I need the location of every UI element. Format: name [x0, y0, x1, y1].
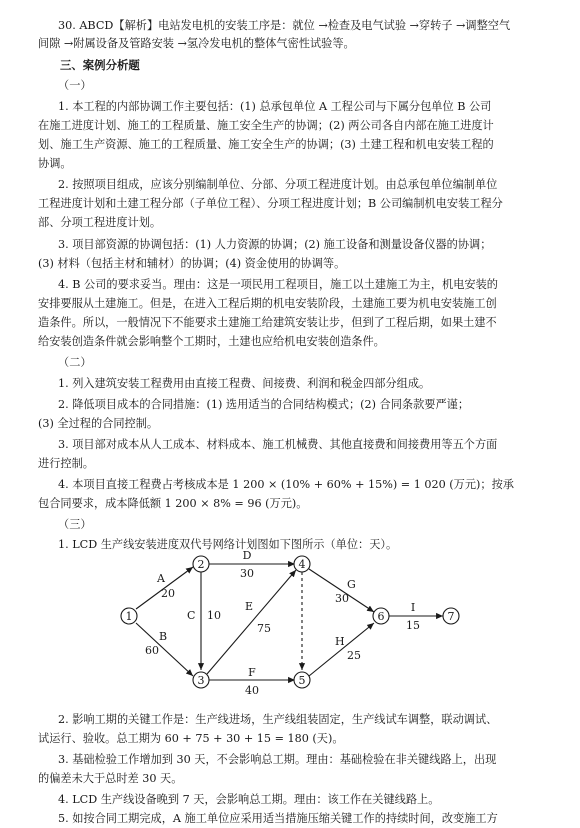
text-line: 2. 按照项目组成，应该分别编制单位、分部、分项工程进度计划。由总承包单位编制单位 — [58, 178, 498, 191]
text-line: 的偏差未大于总时差 30 天。 — [38, 772, 183, 785]
text-line: 3. 项目部资源的协调包括：(1) 人力资源的协调；(2) 施工设备和测量设备仪器的协调； — [58, 238, 492, 251]
svg-text:3: 3 — [197, 674, 205, 687]
activity-b-duration: 60 — [145, 644, 159, 657]
activity-c-name: C — [187, 609, 196, 622]
activity-i-duration: 15 — [406, 619, 420, 632]
activity-f-duration: 40 — [245, 684, 259, 697]
text-line: 4. LCD 生产线设备晚到 7 天，会影响总工期。理由：该工作在关键线路上。 — [58, 793, 440, 806]
text-line: (3) 全过程的合同控制。 — [38, 417, 159, 430]
activity-h-arrow — [309, 623, 374, 676]
activity-h-name: H — [335, 635, 345, 648]
text-line: 1. 本工程的内部协调工作主要包括：(1) 总承包单位 A 工程公司与下属分包单位 B 公司 — [58, 100, 492, 113]
network-node — [443, 608, 459, 624]
network-node — [193, 672, 209, 688]
network-node — [294, 672, 310, 688]
activity-e-name: E — [245, 600, 254, 613]
activity-f-name: F — [248, 666, 256, 679]
activity-d-duration: 30 — [240, 567, 254, 580]
svg-text:2: 2 — [197, 558, 205, 571]
text-line: 1. LCD 生产线安装进度双代号网络计划图如下图所示（单位：天）。 — [58, 538, 398, 551]
network-node — [193, 556, 209, 572]
text-line: （三） — [58, 518, 92, 531]
network-node — [121, 608, 137, 624]
text-line: 工程进度计划和土建工程分部（子单位工程）、分项工程进度计划；B 公司编制机电安装工程分 — [38, 197, 503, 210]
activity-i-name: I — [410, 601, 416, 614]
activity-g-duration: 30 — [335, 592, 349, 605]
network-node — [373, 608, 389, 624]
activity-a-name: A — [157, 572, 165, 585]
svg-text:6: 6 — [377, 610, 385, 623]
activity-e-arrow — [207, 570, 296, 674]
text-line: （二） — [58, 356, 92, 369]
text-line: 4. B 公司的要求妥当。理由：这是一项民用工程项目，施工以土建施工为主，机电安装的 — [58, 278, 498, 291]
text-line: 进行控制。 — [38, 457, 94, 470]
text-line: 划、施工生产资源、施工的工程质量、施工安全生产的协调；(3) 土建工程和机电安装工程的 — [38, 138, 494, 151]
text-line: 三、案例分析题 — [60, 58, 140, 72]
text-line: 30. ABCD【解析】电站发电机的安装工序是：就位 →检查及电气试验 →穿转子 →调整空气 — [58, 19, 511, 32]
svg-text:7: 7 — [447, 610, 455, 623]
activity-g-name: G — [347, 578, 356, 591]
activity-e-duration: 75 — [257, 622, 271, 635]
activity-g-arrow — [309, 569, 374, 612]
text-line: 安排要服从土建施工。但是，在进入工程后期的机电安装阶段，土建施工要为机电安装施工创 — [38, 297, 497, 310]
text-line: 协调。 — [38, 157, 72, 170]
activity-b-name: B — [159, 630, 168, 643]
text-line: 5. 如按合同工期完成，A 施工单位应采用适当措施压缩关键工作的持续时间，改变施工方 — [58, 812, 498, 825]
network-diagram — [95, 548, 475, 698]
text-line: (3) 材料（包括主材和辅材）的协调；(4) 资金使用的协调等。 — [38, 257, 346, 270]
activity-d-name: D — [242, 549, 252, 562]
svg-text:1: 1 — [125, 610, 133, 623]
text-line: 3. 基础检验工作增加到 30 天，不会影响总工期。理由：基础检验在非关键线路上，出现 — [58, 753, 497, 766]
svg-text:5: 5 — [298, 674, 306, 687]
text-line: 4. 本项目直接工程费占考核成本是 1 200 × (10% + 60% + 15%) = 1 020 (万元)；按承 — [58, 478, 514, 491]
network-node — [294, 556, 310, 572]
text-line: 2. 降低项目成本的合同措施：(1) 选用适当的合同结构模式；(2) 合同条款要严谨； — [58, 398, 470, 411]
text-line: 给安装创造条件就会影响整个工期时，土建也应给机电安装创造条件。 — [38, 335, 385, 348]
text-line: 包合同要求，成本降低额 1 200 × 8% = 96 (万元)。 — [38, 497, 308, 510]
text-line: 造条件。所以，一般情况下不能要求土建施工给建筑安装让步，但到了工程后期，如果土建不 — [38, 316, 497, 329]
activity-a-duration: 20 — [161, 587, 175, 600]
svg-text:4: 4 — [298, 558, 306, 571]
text-line: 3. 项目部对成本从人工成本、材料成本、施工机械费、其他直接费和间接费用等五个方面 — [58, 438, 498, 451]
text-line: （一） — [58, 79, 92, 92]
text-line: 2. 影响工期的关键工作是：生产线进场，生产线组装固定，生产线试车调整，联动调试、 — [58, 713, 498, 726]
text-line: 间隙 →附属设备及管路安装 →氢冷发电机的整体气密性试验等。 — [38, 37, 355, 50]
text-line: 1. 列入建筑安装工程费用由直接工程费、间接费、利润和税金四部分组成。 — [58, 377, 431, 390]
text-line: 试运行、验收。总工期为 60 + 75 + 30 + 15 = 180 (天)。 — [38, 732, 344, 745]
activity-c-duration: 10 — [207, 609, 221, 622]
text-line: 在施工进度计划、施工的工程质量、施工安全生产的协调；(2) 两公司各自内部在施工进度计 — [38, 119, 494, 132]
text-line: 部、分项工程进度计划。 — [38, 216, 162, 229]
activity-h-duration: 25 — [347, 649, 361, 662]
